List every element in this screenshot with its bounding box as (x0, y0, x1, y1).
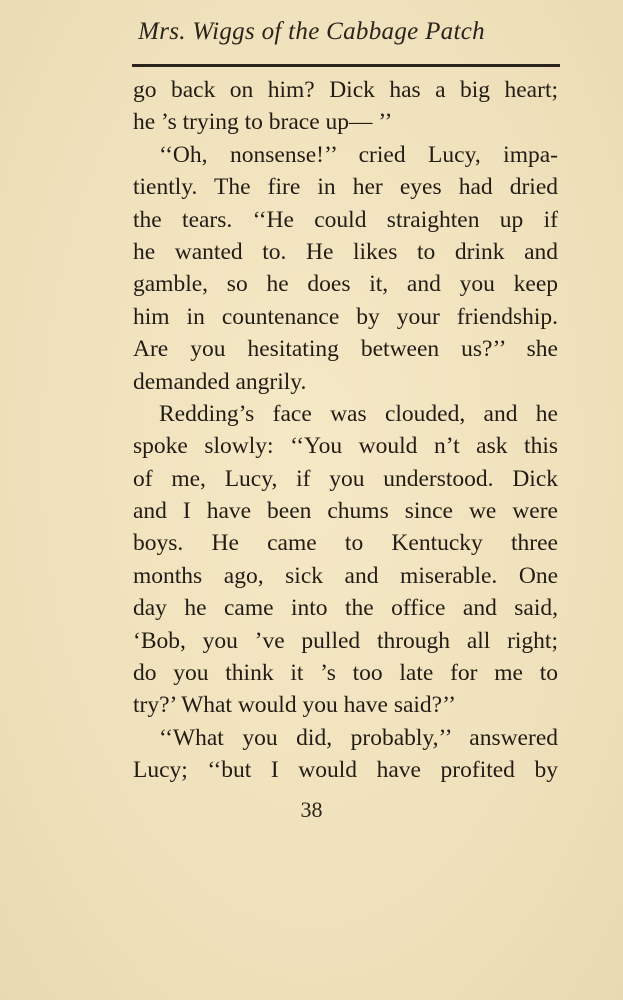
text-line-15: boys. He came to Kentucky three (133, 530, 558, 557)
text-line-17: day he came into the office and said, (133, 595, 558, 622)
running-head-title: Mrs. Wiggs of the Cabbage Patch (138, 18, 485, 45)
text-line-22: Lucy; ‘‘but I would have profited by (133, 757, 558, 784)
text-line-21: ‘‘What you did, probably,’’ answered (159, 724, 558, 751)
text-line-13: of me, Lucy, if you understood. Dick (133, 465, 558, 492)
text-line-14: and I have been chums since we were (133, 498, 558, 525)
text-line-12: spoke slowly: ‘‘You would n’t ask this (133, 433, 558, 460)
text-line-7: gamble, so he does it, and you keep (133, 271, 558, 298)
text-line-16: months ago, sick and miserable. One (133, 562, 558, 589)
text-line-6: he wanted to. He likes to drink and (133, 238, 558, 265)
page-number: 38 (300, 797, 323, 822)
text-line-18: ‘Bob, you ’ve pulled through all right; (133, 627, 558, 654)
text-line-11: Redding’s face was clouded, and he (159, 400, 558, 427)
text-line-4: tiently. The fire in her eyes had dried (133, 174, 558, 201)
text-line-8: him in countenance by your friendship. (133, 303, 558, 330)
text-line-19: do you think it ’s too late for me to (133, 660, 558, 687)
text-line-1: go back on him? Dick has a big heart; (133, 77, 558, 103)
body-text (133, 74, 558, 787)
text-line-10: demanded angrily. (133, 368, 307, 395)
text-line-3: ‘‘Oh, nonsense!’’ cried Lucy, impa- (159, 141, 558, 168)
text-line-5: the tears. ‘‘He could straighten up if (133, 206, 558, 233)
text-line-9: Are you hesitating between us?’’ she (133, 336, 558, 363)
text-line-2: he ’s trying to brace up— ’’ (133, 109, 393, 136)
text-line-20: try?’ What would you have said?’’ (133, 692, 457, 719)
header-rule (132, 64, 560, 67)
